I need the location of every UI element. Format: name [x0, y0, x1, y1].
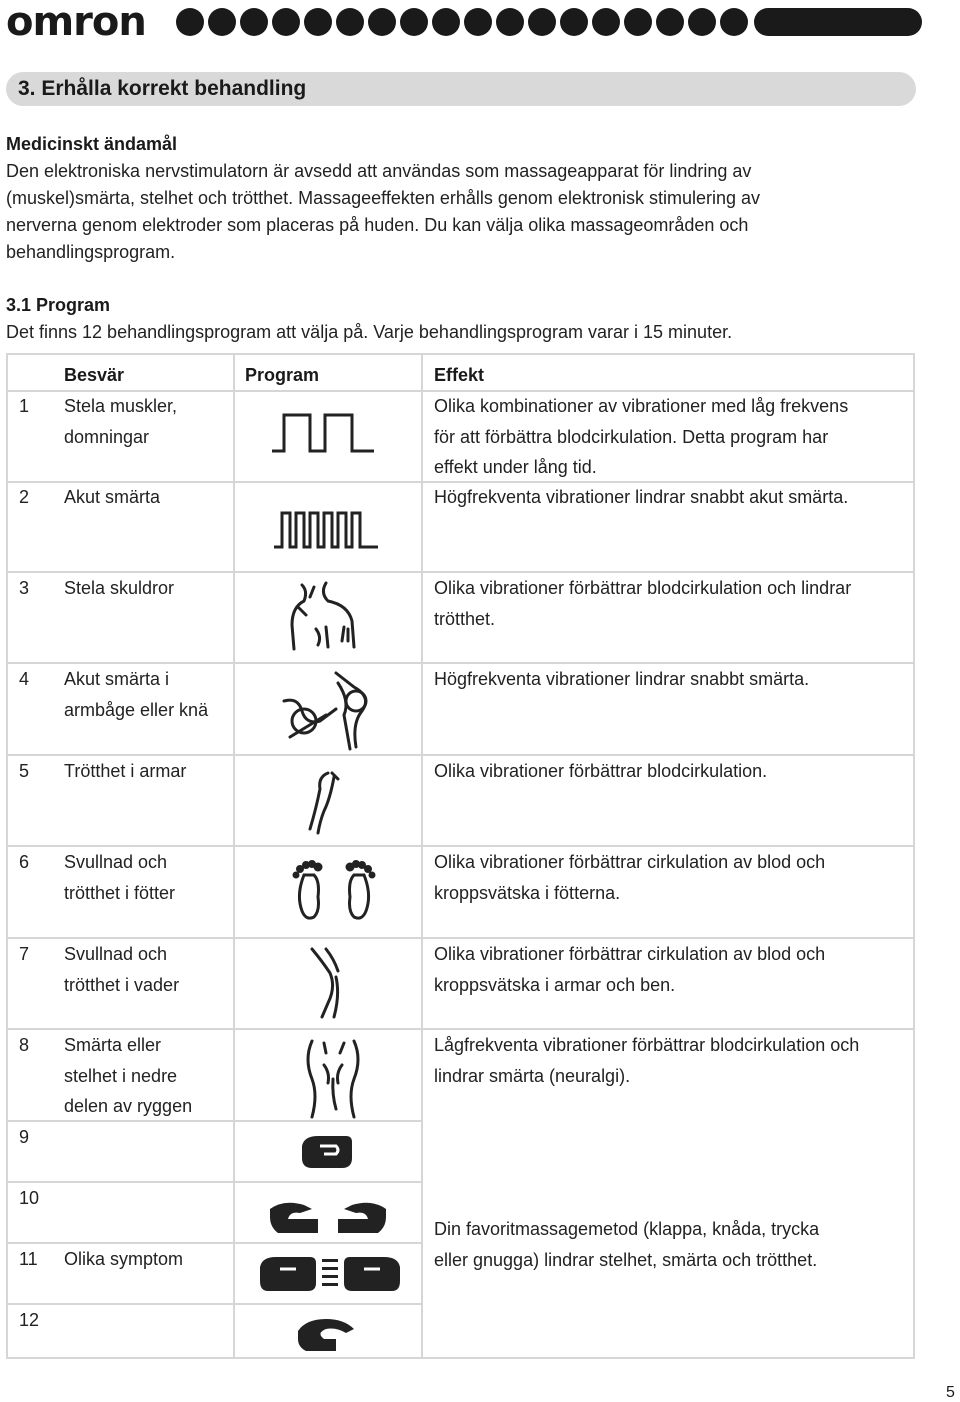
- feet-icon: [292, 859, 376, 923]
- complaint-cell: [64, 1244, 183, 1275]
- effect-line: Olika vibrationer förbättrar blodcirkulation.: [434, 761, 768, 781]
- row-number: 11: [19, 1249, 38, 1269]
- text-line: (muskel)smärta, stelhet och trötthet. Massageeffekten erhålls genom elektronisk stimulering av: [6, 188, 761, 208]
- header-dot: [496, 8, 524, 36]
- row-divider: [8, 1181, 423, 1183]
- section-title: 3. Erhålla korrekt behandling: [18, 77, 307, 100]
- header-end-bar: [754, 8, 922, 36]
- effect-cell: [434, 1214, 819, 1275]
- header-program: Program: [245, 365, 320, 385]
- header-dot: [720, 8, 748, 36]
- effect-cell: [434, 939, 825, 1000]
- column-divider: [421, 355, 423, 1357]
- header-dot: [688, 8, 716, 36]
- effect-line: Olika kombinationer av vibrationer med låg frekvens: [434, 396, 849, 416]
- page-number: 5: [946, 1384, 955, 1401]
- row-number: 4: [19, 669, 30, 689]
- header-dot: [464, 8, 492, 36]
- row-number: 9: [19, 1127, 30, 1147]
- lower-back-icon: [300, 1039, 366, 1119]
- header-dot: [656, 8, 684, 36]
- complaint-cell: [64, 391, 177, 452]
- header-dot: [624, 8, 652, 36]
- complaint-line: Akut smärta i: [64, 669, 170, 689]
- complaint-line: Svullnad och: [64, 944, 168, 964]
- text-line: Den elektroniska nervstimulatorn är avsedd att användas som massageapparat för lindring av: [6, 161, 752, 181]
- complaint-line: Svullnad och: [64, 852, 168, 872]
- effect-line: kroppsvätska i fötterna.: [434, 882, 621, 903]
- row-number: 7: [19, 944, 30, 964]
- hand-rub-icon: [298, 1132, 354, 1172]
- complaint-line: stelhet i nedre: [64, 1065, 178, 1086]
- header-dot: [272, 8, 300, 36]
- effect-cell: [434, 1030, 859, 1091]
- effect-line: Din favoritmassagemetod (klappa, knåda, trycka: [434, 1219, 820, 1239]
- page-header: [6, 0, 918, 45]
- header-dot: [560, 8, 588, 36]
- row-number: 6: [19, 852, 30, 872]
- complaint-cell: [64, 664, 208, 725]
- text-line: nerverna genom elektroder som placeras på huden. Du kan välja olika massageområden och: [6, 215, 749, 235]
- complaint-line: Akut smärta: [64, 487, 161, 507]
- effect-line: Olika vibrationer förbättrar cirkulation av blod och: [434, 944, 826, 964]
- elbow-knee-icon: [280, 671, 380, 751]
- row-divider: [8, 1303, 423, 1305]
- header-dot: [400, 8, 428, 36]
- program-intro: Det finns 12 behandlingsprogram att välja på. Varje behandlingsprogram varar i 15 minuter.: [6, 322, 733, 342]
- narrow-square-wave-icon: [272, 509, 380, 551]
- header-dot: [528, 8, 556, 36]
- effect-line: kroppsvätska i armar och ben.: [434, 974, 676, 995]
- effect-cell: [434, 482, 848, 513]
- complaint-line: Stela muskler,: [64, 396, 178, 416]
- complaint-cell: [64, 939, 179, 1000]
- section-title-bar: [6, 72, 916, 106]
- header-dot: [368, 8, 396, 36]
- complaint-cell: [64, 482, 160, 513]
- complaint-line: Trötthet i armar: [64, 761, 187, 781]
- effect-line: för att förbättra blodcirkulation. Detta program har: [434, 426, 829, 447]
- shoulders-icon: [286, 581, 362, 651]
- complaint-line: trötthet i vader: [64, 974, 180, 995]
- header-dot: [592, 8, 620, 36]
- complaint-cell: [64, 1030, 192, 1122]
- row-number: 8: [19, 1035, 30, 1055]
- program-heading: 3.1 Program: [6, 295, 111, 315]
- hands-tap-icon: [268, 1197, 388, 1237]
- header-dot: [336, 8, 364, 36]
- column-divider: [233, 355, 235, 1357]
- complaint-line: Stela skuldror: [64, 578, 175, 598]
- effect-line: lindrar smärta (neuralgi).: [434, 1065, 631, 1086]
- text-line: behandlingsprogram.: [6, 242, 176, 262]
- medical-purpose-text: [6, 158, 916, 266]
- row-number: 10: [19, 1188, 40, 1208]
- effect-line: eller gnugga) lindrar stelhet, smärta och trötthet.: [434, 1249, 818, 1270]
- arm-icon: [306, 771, 342, 835]
- complaint-line: delen av ryggen: [64, 1096, 193, 1116]
- complaint-cell: [64, 756, 186, 787]
- hands-knead-icon: [258, 1253, 402, 1293]
- header-dot: [432, 8, 460, 36]
- wide-square-wave-icon: [270, 411, 376, 455]
- effect-line: effekt under lång tid.: [434, 457, 597, 477]
- effect-line: Olika vibrationer förbättrar cirkulation av blod och: [434, 852, 826, 872]
- complaint-line: trötthet i fötter: [64, 882, 176, 903]
- effect-cell: [434, 847, 825, 908]
- effect-cell: [434, 573, 851, 634]
- effect-line: Högfrekventa vibrationer lindrar snabbt smärta.: [434, 669, 810, 689]
- complaint-line: domningar: [64, 426, 150, 447]
- row-number: 5: [19, 761, 30, 781]
- effect-cell: [434, 664, 809, 695]
- effect-line: Olika vibrationer förbättrar blodcirkulation och lindrar: [434, 578, 852, 598]
- header-complaint: Besvär: [64, 365, 125, 385]
- complaint-line: Olika symptom: [64, 1249, 184, 1269]
- header-dot: [176, 8, 204, 36]
- program-table: [6, 353, 915, 1359]
- row-number: 1: [19, 396, 30, 416]
- complaint-line: Smärta eller: [64, 1035, 162, 1055]
- complaint-cell: [64, 573, 174, 604]
- row-number: 12: [19, 1310, 40, 1330]
- effect-line: Lågfrekventa vibrationer förbättrar blodcirkulation och: [434, 1035, 860, 1055]
- header-dot: [208, 8, 236, 36]
- omron-logo: omron: [6, 0, 146, 45]
- row-number: 3: [19, 578, 30, 598]
- effect-line: Högfrekventa vibrationer lindrar snabbt akut smärta.: [434, 487, 849, 507]
- calf-icon: [306, 947, 346, 1019]
- hand-press-icon: [296, 1315, 356, 1355]
- effect-line: trötthet.: [434, 608, 496, 629]
- complaint-cell: [64, 847, 175, 908]
- medical-purpose-heading: Medicinskt ändamål: [6, 134, 178, 154]
- row-number: 2: [19, 487, 30, 507]
- header-dot: [240, 8, 268, 36]
- complaint-line: armbåge eller knä: [64, 699, 209, 720]
- effect-cell: [434, 391, 848, 483]
- header-effect: Effekt: [434, 365, 485, 385]
- header-dot: [304, 8, 332, 36]
- effect-cell: [434, 756, 767, 787]
- header-dots: [176, 8, 748, 36]
